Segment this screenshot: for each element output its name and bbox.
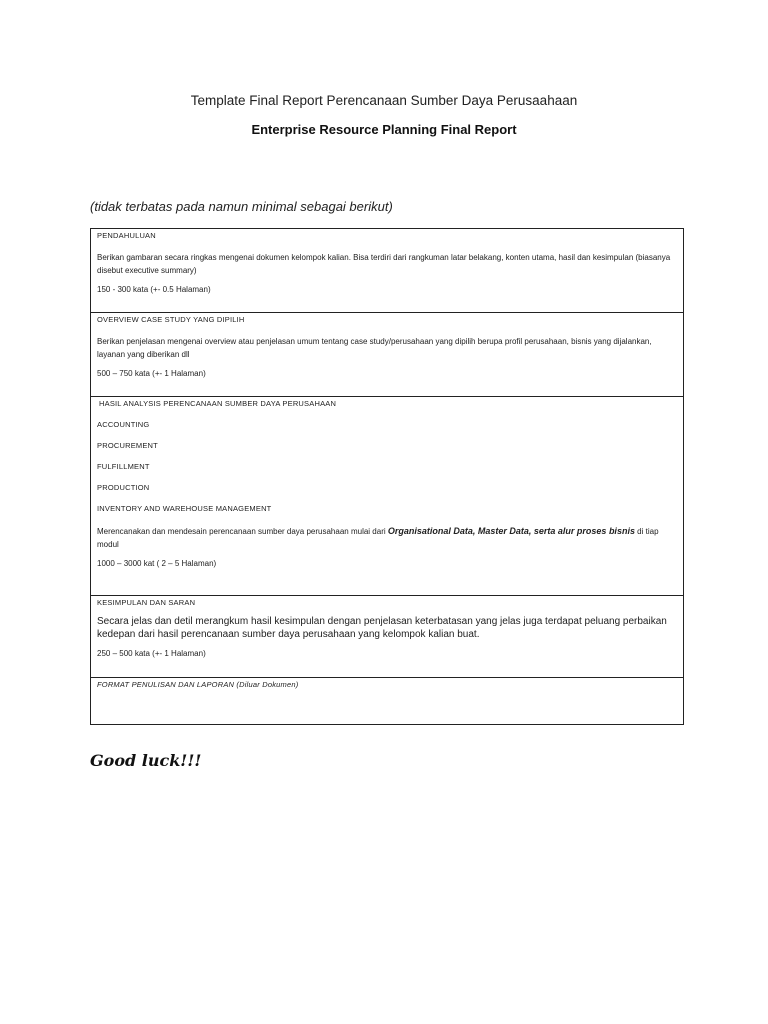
table-row (91, 229, 684, 313)
closing-text: Good luck!!! (90, 751, 202, 770)
section-heading: KESIMPULAN DAN SARAN (97, 598, 196, 607)
section-kesimpulan (91, 596, 684, 678)
section-hasil-analysis (91, 397, 684, 596)
section-description: Berikan gambaran secara ringkas mengenai dokumen kelompok kalian. Bisa terdiri dari rangkuman latar belakang, konten utama, hasil dan kesimpulan (biasanya disebut executive summary) (97, 253, 671, 275)
description-emphasis: Organisational Data, Master Data, serta alur proses bisnis (387, 526, 635, 536)
table-row (91, 678, 684, 725)
section-description: Secara jelas dan detil merangkum hasil kesimpulan dengan penjelasan keterbatasan yang jelas juga terdapat peluang perbaikan kedepan dari hasil perencanaan sumber daya perusahaan yang kelompok kalian buat. (97, 616, 667, 640)
section-description (97, 525, 677, 551)
table-row (91, 596, 684, 678)
section-heading: PENDAHULUAN (97, 231, 156, 240)
section-description: Berikan penjelasan mengenai overview atau penjelasan umum tentang case study/perusahaan yang dipilih berupa profil perusahaan, bisnis yang dijalankan, layanan yang diberikan dll (97, 337, 652, 359)
description-text-end: di tiap modul (97, 527, 659, 549)
intro-note: (tidak terbatas pada namun minimal sebagai berikut) (90, 199, 393, 214)
topic-accounting: ACCOUNTING (97, 420, 150, 429)
section-overview (91, 313, 684, 397)
table-row (91, 397, 684, 596)
section-length: 1000 – 3000 kat ( 2 – 5 Halaman) (97, 559, 217, 568)
topic-production: PRODUCTION (97, 483, 150, 492)
topic-procurement: PROCUREMENT (97, 441, 158, 450)
section-heading: OVERVIEW CASE STUDY YANG DIPILIH (97, 315, 245, 324)
topic-inventory-warehouse: INVENTORY AND WAREHOUSE MANAGEMENT (97, 504, 272, 513)
description-text: Merencanakan dan mendesain perencanaan sumber daya perusahaan mulai dari (97, 527, 388, 536)
topic-fulfillment: FULFILLMENT (97, 462, 150, 471)
document-subtitle: Enterprise Resource Planning Final Report (251, 122, 517, 137)
section-length: 150 - 300 kata (+- 0.5 Halaman) (97, 285, 211, 294)
report-sections-table (90, 228, 684, 725)
table-row (91, 313, 684, 397)
section-pendahuluan (91, 229, 684, 313)
section-length: 500 – 750 kata (+- 1 Halaman) (97, 369, 206, 378)
section-format (91, 678, 684, 725)
section-length: 250 – 500 kata (+- 1 Halaman) (97, 649, 206, 658)
document-title: Template Final Report Perencanaan Sumber Daya Perusaahaan (190, 93, 578, 108)
section-heading: HASIL ANALYSIS PERENCANAAN SUMBER DAYA PERUSAHAAN (99, 399, 337, 408)
section-heading: FORMAT PENULISAN DAN LAPORAN (Diluar Dokumen) (97, 680, 299, 689)
